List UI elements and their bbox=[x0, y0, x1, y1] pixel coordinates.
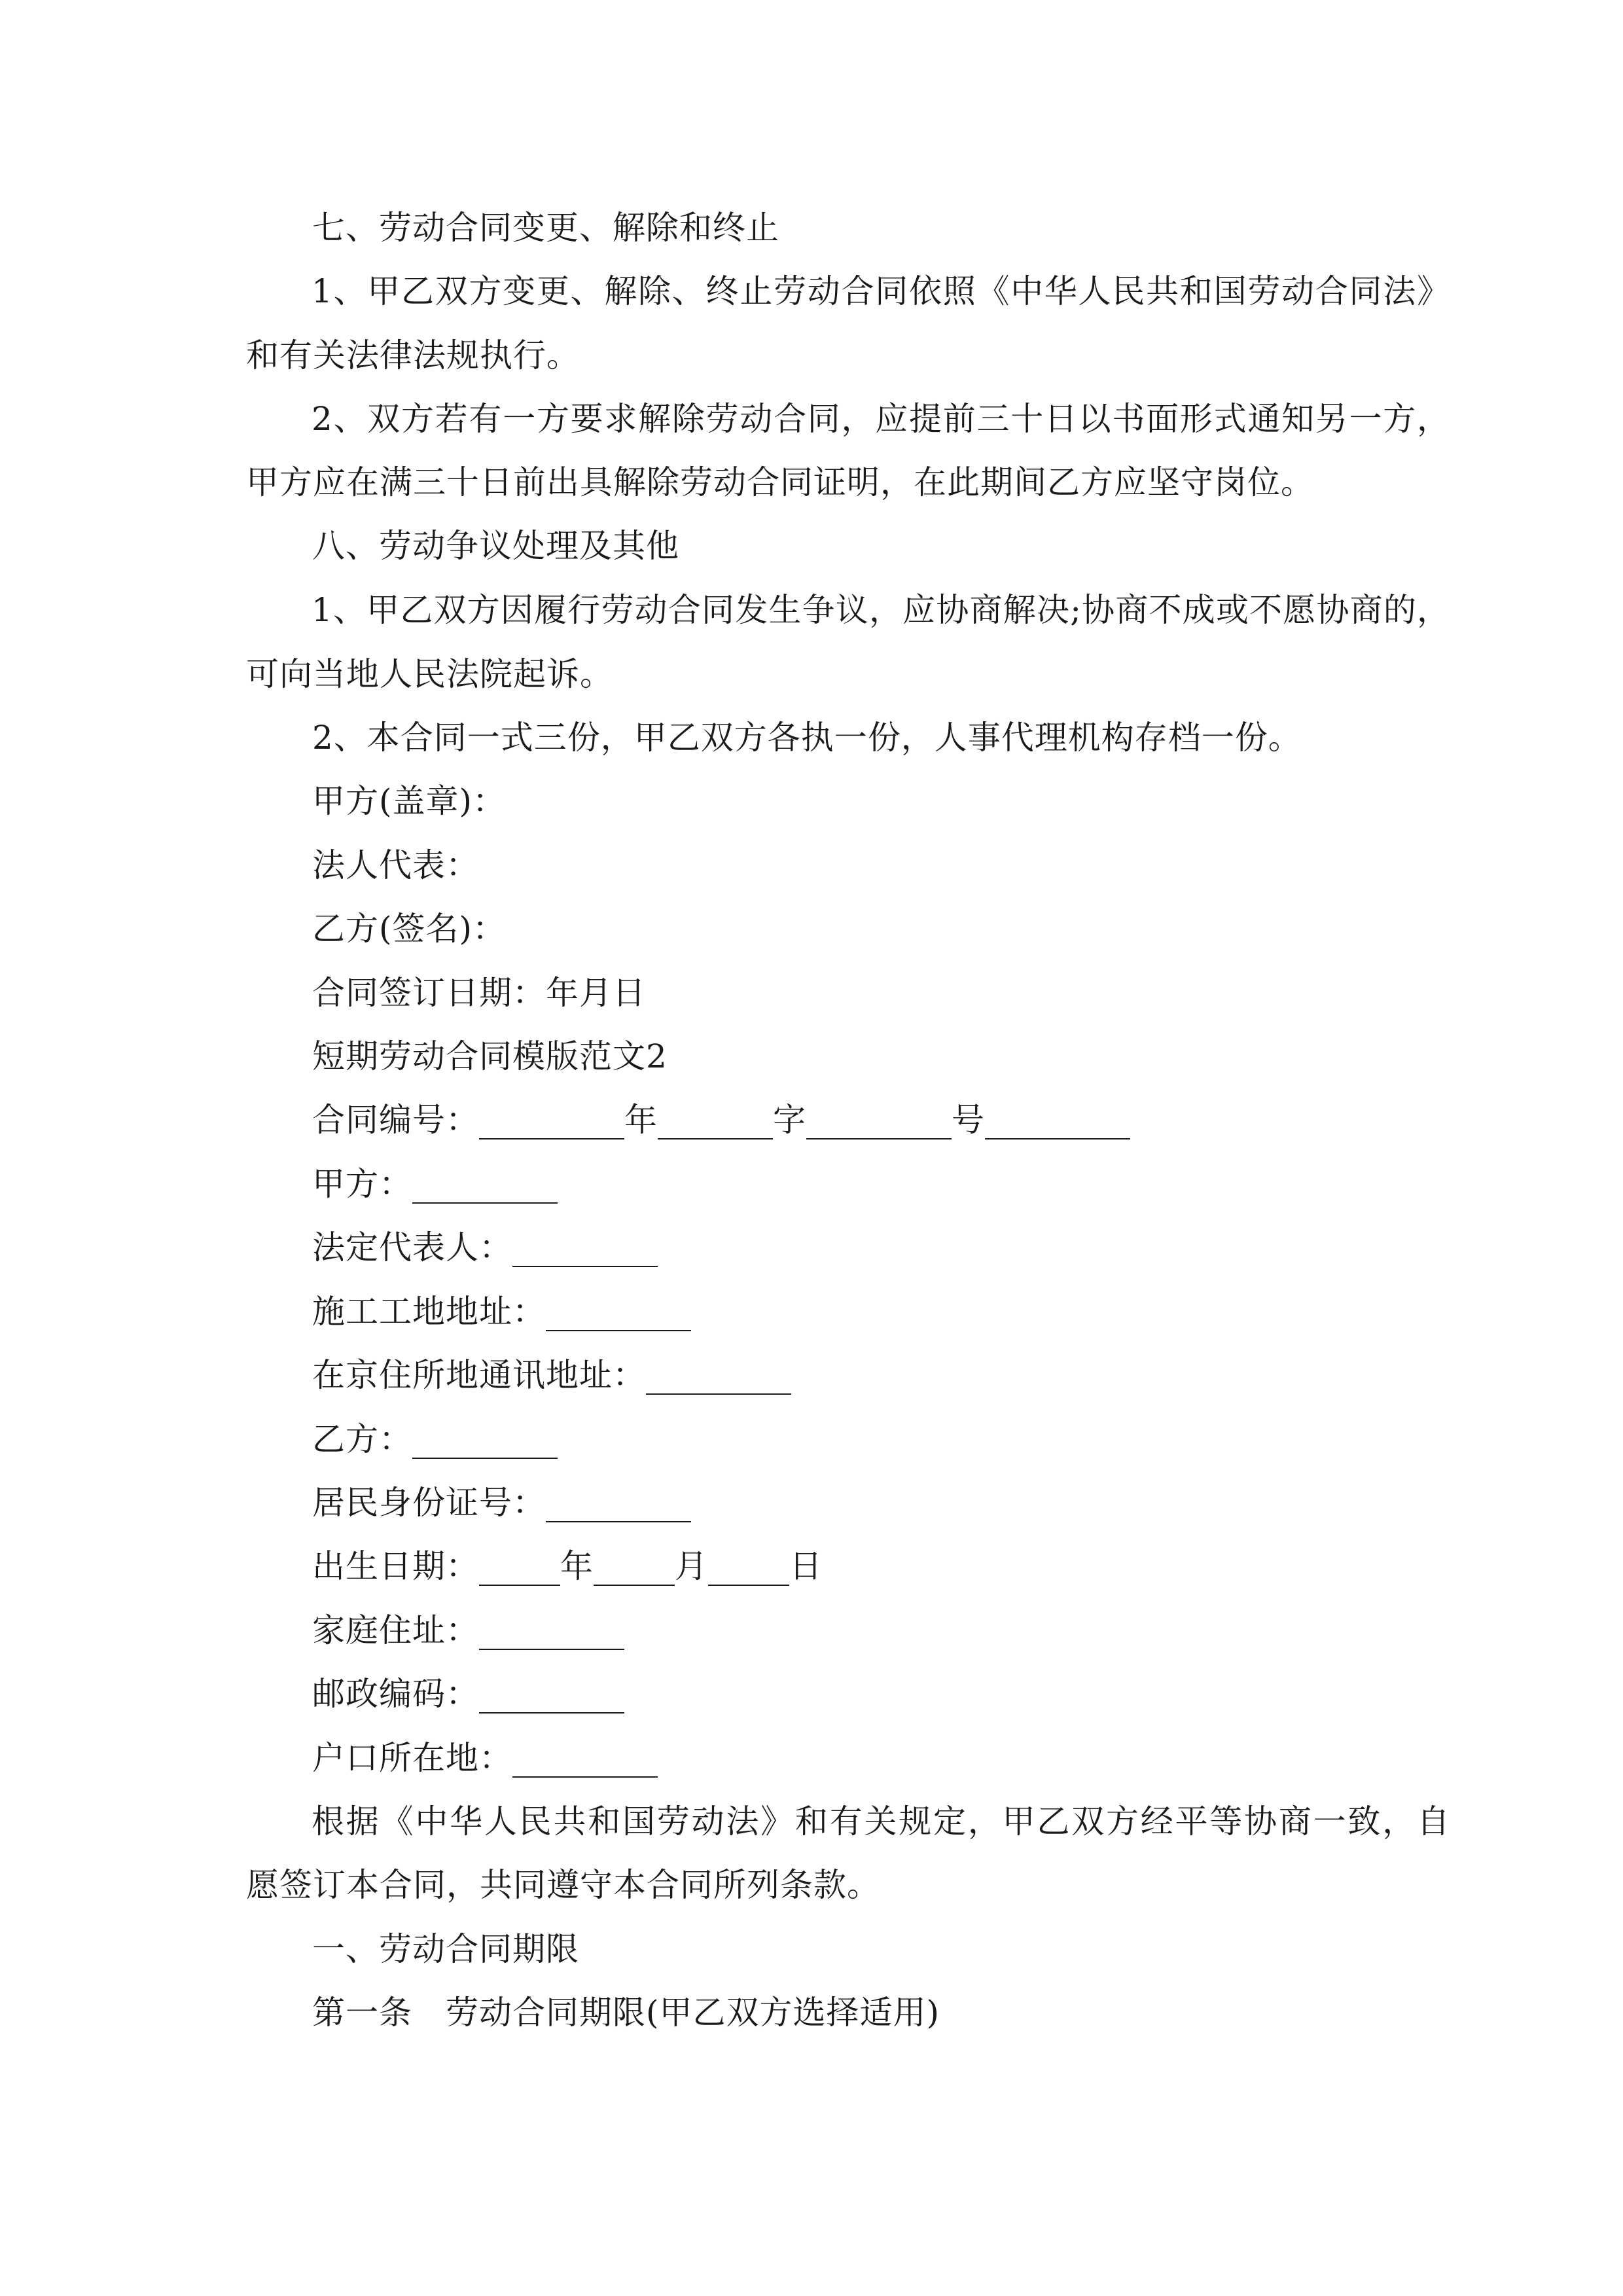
field-hukou-row bbox=[312, 1738, 658, 1778]
field-site-address-blank[interactable] bbox=[546, 1300, 691, 1331]
section-1-heading: 一、劳动合同期限 bbox=[312, 1930, 579, 1968]
contract-number-blank-4[interactable] bbox=[985, 1108, 1130, 1139]
paragraph-7-1-line-2: 和有关法律法规执行。 bbox=[246, 336, 580, 374]
contract-number-year: 年 bbox=[624, 1101, 658, 1139]
field-postcode-row bbox=[312, 1674, 624, 1713]
contract-number-blank-3[interactable] bbox=[806, 1108, 952, 1139]
field-id-no-label: 居民身份证号： bbox=[312, 1484, 546, 1522]
paragraph-7-2-line-1: 2、双方若有一方要求解除劳动合同，应提前三十日以书面形式通知另一方， bbox=[312, 400, 1450, 438]
contract-number-blank-1[interactable] bbox=[479, 1108, 624, 1139]
field-party-a-blank[interactable] bbox=[412, 1172, 558, 1204]
contract-number-row bbox=[312, 1100, 1130, 1139]
field-party-a-row bbox=[312, 1164, 558, 1204]
birth-day-unit: 日 bbox=[789, 1547, 823, 1585]
contract-number-hao: 号 bbox=[952, 1101, 985, 1139]
paragraph-8-2: 2、本合同一式三份，甲乙双方各执一份，人事代理机构存档一份。 bbox=[312, 719, 1302, 757]
field-home-address-label: 家庭住址： bbox=[312, 1611, 479, 1649]
paragraph-7-1-line-1: 1、甲乙双方变更、解除、终止劳动合同依照《中华人民共和国劳动合同法》 bbox=[312, 272, 1450, 310]
field-beijing-address-label: 在京住所地通讯地址： bbox=[312, 1356, 646, 1394]
paragraph-8-1-line-2: 可向当地人民法院起诉。 bbox=[246, 655, 613, 693]
field-postcode-blank[interactable] bbox=[479, 1682, 624, 1713]
field-party-a-label: 甲方： bbox=[312, 1165, 412, 1203]
field-home-address-row bbox=[312, 1611, 624, 1650]
contract-number-zi: 字 bbox=[773, 1101, 806, 1139]
birth-date-label: 出生日期： bbox=[312, 1547, 479, 1585]
field-home-address-blank[interactable] bbox=[479, 1619, 624, 1650]
signature-party-a: 甲方(盖章)： bbox=[312, 782, 507, 820]
field-hukou-blank[interactable] bbox=[512, 1746, 658, 1778]
field-party-b-label: 乙方： bbox=[312, 1420, 412, 1458]
heading-section-8: 八、劳动争议处理及其他 bbox=[312, 527, 679, 565]
field-party-b-row bbox=[312, 1420, 558, 1459]
field-id-no-row bbox=[312, 1483, 691, 1522]
heading-section-7: 七、劳动合同变更、解除和终止 bbox=[312, 209, 779, 247]
field-legal-rep-blank[interactable] bbox=[512, 1236, 658, 1267]
field-beijing-address-blank[interactable] bbox=[646, 1363, 791, 1395]
signature-date: 合同签订日期：年月日 bbox=[312, 974, 646, 1012]
birth-month-unit: 月 bbox=[675, 1547, 708, 1585]
birth-date-row bbox=[312, 1547, 823, 1586]
birth-day-blank[interactable] bbox=[708, 1554, 789, 1586]
birth-month-blank[interactable] bbox=[594, 1554, 675, 1586]
field-site-address-row bbox=[312, 1292, 691, 1331]
intro-paragraph-line-2: 愿签订本合同，共同遵守本合同所列条款。 bbox=[246, 1866, 880, 1904]
signature-party-b: 乙方(签名)： bbox=[312, 910, 507, 948]
field-hukou-label: 户口所在地： bbox=[312, 1739, 512, 1777]
field-legal-rep-label: 法定代表人： bbox=[312, 1229, 512, 1266]
field-site-address-label: 施工工地地址： bbox=[312, 1293, 546, 1331]
signature-legal-rep: 法人代表： bbox=[312, 846, 479, 884]
field-postcode-label: 邮政编码： bbox=[312, 1675, 479, 1713]
field-id-no-blank[interactable] bbox=[546, 1491, 691, 1522]
paragraph-7-2-line-2: 甲方应在满三十日前出具解除劳动合同证明，在此期间乙方应坚守岗位。 bbox=[246, 463, 1314, 501]
intro-paragraph-line-1: 根据《中华人民共和国劳动法》和有关规定，甲乙双方经平等协商一致，自 bbox=[312, 1803, 1450, 1840]
paragraph-8-1-line-1: 1、甲乙双方因履行劳动合同发生争议，应协商解决;协商不成或不愿协商的， bbox=[312, 591, 1450, 629]
field-beijing-address-row bbox=[312, 1355, 791, 1395]
article-1-heading: 第一条 劳动合同期限(甲乙双方选择适用) bbox=[312, 1994, 940, 2032]
birth-year-blank[interactable] bbox=[479, 1554, 560, 1586]
document-2-title: 短期劳动合同模版范文2 bbox=[312, 1037, 668, 1075]
contract-number-label: 合同编号： bbox=[312, 1101, 479, 1139]
field-legal-rep-row bbox=[312, 1228, 658, 1267]
contract-number-blank-2[interactable] bbox=[658, 1108, 773, 1139]
field-party-b-blank[interactable] bbox=[412, 1427, 558, 1459]
birth-year-unit: 年 bbox=[560, 1547, 594, 1585]
